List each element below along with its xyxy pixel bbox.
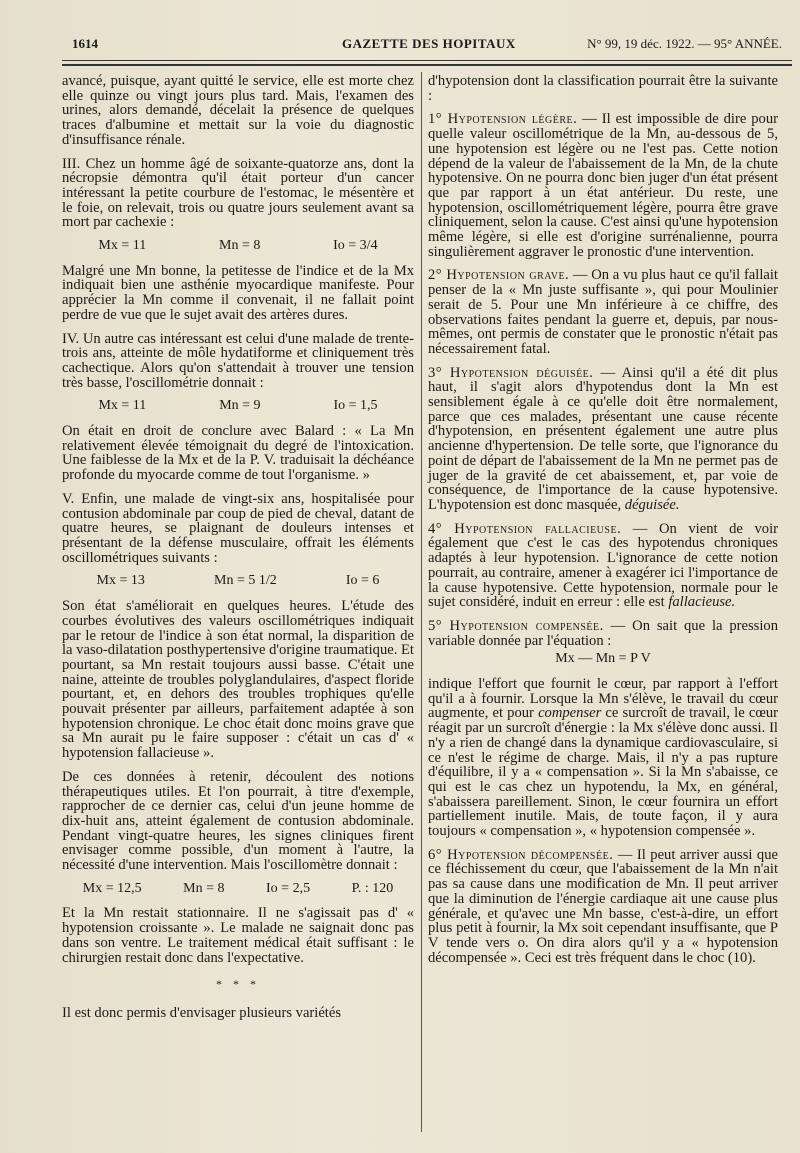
paragraph: Et la Mn restait stationnaire. Il ne s'agissait pas d' « hypotension croissante ». Le malade ne saignait donc pas dans son ventre. Le traitement médical était suffisant : le chirurgien restait donc dans l'expectative. [62,905,414,966]
paragraph: Il est donc permis d'envisager plusieurs variétés [62,1004,342,1021]
paragraph: Malgré une Mn bonne, la petitesse de l'indice et de la Mx indiquait bien une asthénie myocardique manifeste. Pour apprécier la Mn comme il convenait, il ne fallait point perdre de vue que le sujet avait des artères dures. [62,262,414,323]
section-hypotension-deguisee [428,366,778,513]
paragraph [428,677,778,839]
section-title: 1° Hypotension légère. [428,111,578,128]
oscillometry-formula [62,882,414,897]
section-text: indique l'effort que fournit le cœur, par rapport à l'effort qu'il a à fournir. Lorsque la Mn s'élève, le travail du cœur augmente, et pour [428,676,778,722]
formula-value: Io = 1,5 [333,398,378,414]
section-hypotension-legere [428,112,778,259]
equation: Mx — Mn = P V [555,651,651,667]
section-text: — Il est impossible de dire pour quelle valeur oscillométrique de la Mn, au-dessous de 5, une hypotension est légère ou ne l'est pas. Cette notion dépend de la valeur de l'abaissement de la Mn, de la chute hypotensive. On ne pourra donc bien juger d'un état présent que par rapport à un état antérieur. Du reste, une hypotension, oscillométriquement légère, pourra être grave cliniquement, selon la cause. C'est ainsi qu'une hypotension même légère, si elle est d'origine surrénalienne, pourra singulièrement aggraver le pronostic d'une intervention. [428,111,778,260]
section-text: — Il peut arriver aussi que ce fléchissement du cœur, que l'abaissement de la Mn n'ait pas sa cause dans une modification de Mn. Il peut arriver que la diminution de l'énergie cardiaque ait une cause plus générale, et qu'avec une Mn basse, c'est-à-dire, un effort plus petit à fournir, la Mx soit cependant insuffisante, que P V tende vers o. On dira alors qu'il y a « hypotension décompensée ». Ceci est très fréquent dans le choc (10). [428,846,778,966]
formula-value: Io = 3/4 [333,238,378,254]
paragraph: avancé, puisque, ayant quitté le service, elle est morte chez elle quinze ou vingt jours plus tard. Mais, l'examen des urines, alors demandé, décelait la présence de quelques traces d'albumine et mettait sur la voie du diagnostic d'insuffisance rénale. [62,73,414,148]
section-text: — On a vu plus haut ce qu'il fallait penser de la « Mn juste suffisante », qui pour Moulinier serait de 5. Pour une Mn inférieure à ce chiffre, des observations faites pendant la guerre et, depuis, par nous-mêmes, ont permis de constater que le pronostic n'était pas nécessairement fatal. [428,267,778,357]
formula-value: Mx = 11 [98,238,147,254]
section-title: 6° Hypotension décompensée. [428,846,614,863]
paragraph: On était en droit de conclure avec Balard : « La Mn relativement élevée témoignait du degré de l'intoxication. Une faiblesse de la Mx et de la P. V. traduisait la déchéance profonde du myocarde comme de tout l'organisme. » [62,423,414,484]
formula-value: Mx = 11 [98,398,147,414]
formula-value: P. : 120 [351,880,394,896]
section-text: ce surcroît de travail, le cœur réagit par un surcroît d'énergie : la Mx s'élève donc aussi. Il n'y a rien de changé dans la dynamique cardiovasculaire, si ce n'est le régime de charge. Mais, il n'y a pas rupture d'équilibre, il y a « compensation ». Si la Mn s'abaisse, ce qui est le cas chez un hypotendu, la Mx, en général, s'abaissera pareillement. Sinon, le cœur fournira un effort partiellement inutile. Mais, de toute façon, il y aura toujours « compensation », « hypotension compensée ». [428,705,779,840]
paragraph: d'hypotension dont la classification pourrait être la suivante : [428,73,778,104]
section-hypotension-decompensee [428,848,778,966]
formula-value: Mx = 12,5 [82,880,142,896]
italic-term: compenser [538,705,602,722]
formula-value: Mx = 13 [96,573,145,589]
section-text: — On sait que la pression variable donnée par l'équation : [428,617,778,649]
page-header [72,36,782,56]
section-text: — On vient de voir également que c'est le cas des hypotendus chroniques adaptés à leur hypotension. L'ignorance de cette notion pourrait, au contraire, amener à exagérer ici l'importance de la cause hypotensive. Cette hypotension, normale pour le sujet considéré, induit en erreur : elle est [428,520,778,611]
oscillometry-formula [62,239,414,254]
formula-value: Mn = 5 1/2 [214,573,277,589]
paragraph: Son état s'améliorait en quelques heures. L'étude des courbes évolutives des valeurs oscillométriques indiquait par le retour de l'indice à son état normal, la disparition de la vaso-dilatation posthypertensive d'origine traumatique. Et pourtant, sa Mn restait toujours aussi basse. C'était une naine, atteinte de troubles polyglandulaires, d'aspect floride pourtant, et, en dehors des troubles trophiques qu'elle pouvait présenter par ailleurs, parfaitement adaptée à son hypotension chronique. Le choc était donc moins grave que sa Mn aurait pu le faire supposer : c'était un cas d' « hypotension fallacieuse ». [62,598,414,762]
section-text: — Ainsi qu'il a été dit plus haut, il s'agit alors d'hypotendus dont la Mn est sensiblement égale à ce qu'elle doit être normalement, parce que ces malades, présentant une cause récente d'hypotension, en présentent également une autre plus ancienne d'hypertension. De telle sorte, que l'ignorance du point de départ de l'abaissement de la Mn ne permet pas de juger de la gravité de cet abaissement, et, par voie de conséquence, de l'importance de la cause hypotensive. L'hypotension est donc masquée, [428,364,778,513]
section-title: 2° Hypotension grave. [428,267,570,284]
section-title: 5° Hypotension compensée. [428,617,604,634]
section-title: 3° Hypotension déguisée. [428,364,594,381]
section-hypotension-grave [428,268,778,356]
issue-info: N° 99, 19 déc. 1922. — 95° ANNÉE. [587,36,782,51]
paragraph: III. Chez un homme âgé de soixante-quatorze ans, dont la nécropsie démontra qu'il était porteur d'un cancer intéressant la petite courbure de l'estomac, le mésentère et le foie, on relevait, trois ou quatre jours seulement avant sa mort par cachexie : [62,155,414,231]
header-rule [62,60,792,61]
paragraph: De ces données à retenir, découlent des notions thérapeutiques utiles. Et l'on pourrait, à titre d'exemple, rapprocher de ce dernier cas, celui d'un jeune homme de dix-huit ans, atteint également de contusion abdominale. Pendant vingt-quatre heures, les signes cliniques firent envisager comme possible, d'un moment à l'autre, la nécessité d'une intervention. Mais l'oscillomètre donnait : [62,768,414,874]
section-hypotension-fallacieuse [428,522,778,610]
oscillometry-formula [62,574,414,589]
italic-term: déguisée. [624,496,680,513]
section-separator-stars: * * * [216,977,260,992]
oscillometry-formula [62,399,414,414]
formula-value: Mn = 8 [219,238,261,254]
formula-value: Mn = 8 [183,880,225,896]
column-divider [421,72,422,1132]
formula-value: Io = 6 [345,573,380,589]
left-column [62,74,414,1030]
journal-title: GAZETTE DES HOPITAUX [342,36,516,51]
paragraph: V. Enfin, une malade de vingt-six ans, hospitalisée pour contusion abdominale par coup de pied de cheval, datant de quatre heures, se plaignant de douleurs intenses et présentant de la défense musculaire, offrait les éléments oscillométriques suivants : [62,490,414,566]
section-title: 4° Hypotension fallacieuse. [428,520,622,537]
header-rule-thick [62,64,792,66]
paragraph: IV. Un autre cas intéressant est celui d'une malade de trente-trois ans, atteinte de môle hydatiforme et cliniquement très cachectique. Alors qu'on s'attendait à trouver une tension très basse, l'oscillométrie donnait : [62,330,414,391]
formula-value: Mn = 9 [219,398,261,414]
formula-value: Io = 2,5 [266,880,311,896]
right-column [428,74,778,974]
italic-term: fallacieuse. [668,594,736,611]
section-hypotension-compensee [428,619,778,648]
page-number: 1614 [72,36,98,51]
